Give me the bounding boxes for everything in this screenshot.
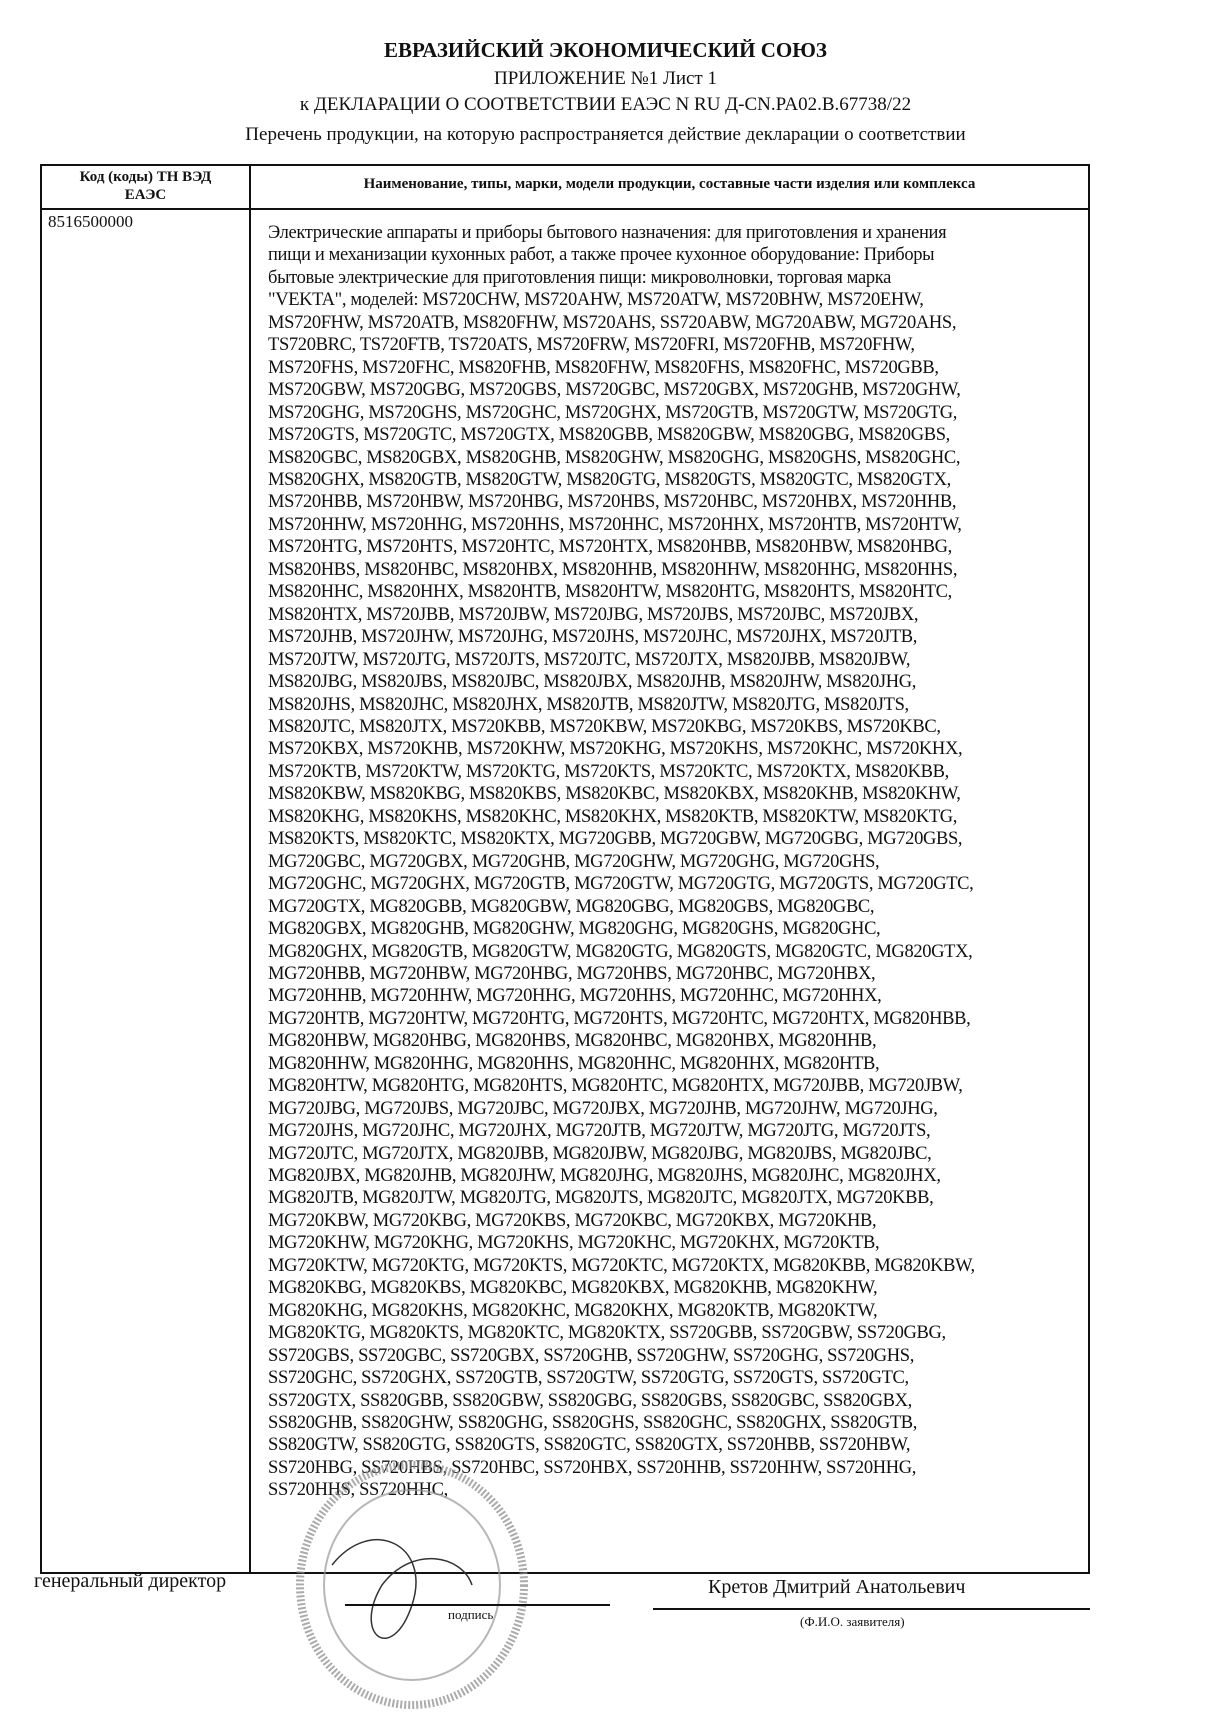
tn-ved-code: 8516500000 xyxy=(48,212,133,231)
col-code-header xyxy=(42,168,249,204)
signature-mark xyxy=(332,1540,472,1639)
description-line: SS720GTX, SS820GBB, SS820GBW, SS820GBG, SS820GBS, SS820GBC, SS820GBX, xyxy=(268,1390,912,1411)
declaration-number: к ДЕКЛАРАЦИИ О СООТВЕТСТВИИ ЕАЭС N RU Д-CN.PA02.B.67738/22 xyxy=(299,94,912,115)
name-line xyxy=(653,1608,1090,1610)
description-line: MG720GTX, MG820GBB, MG820GBW, MG820GBG, MG820GBS, MG820GBC, xyxy=(268,896,875,917)
description-line: MS720HBB, MS720HBW, MS720HBG, MS720HBS, MS720HBC, MS720HBX, MS720HHB, xyxy=(268,492,957,513)
description-line: MG820GBX, MG820GHB, MG820GHW, MG820GHG, MG820GHS, MG820GHC, xyxy=(268,919,881,940)
description-line: MG720GBC, MG720GBX, MG720GHB, MG720GHW, MG720GHG, MG720GHS, xyxy=(268,851,880,872)
description-line: Электрические аппараты и приборы бытового назначения: для приготовления и хранения xyxy=(268,223,947,243)
description-line: MS720JTW, MS720JTG, MS720JTS, MS720JTC, MS720JTX, MS820JBB, MS820JBW, xyxy=(268,649,911,670)
product-description xyxy=(268,222,975,1502)
description-line: MG720JTC, MG720JTX, MG820JBB, MG820JBW, MG820JBG, MG820JBS, MG820JBC, xyxy=(268,1143,932,1164)
description-line: MG820HTW, MG820HTG, MG820HTS, MG820HTC, MG820HTX, MG720JBB, MG720JBW, xyxy=(268,1076,963,1097)
description-line: MG820KHG, MG820KHS, MG820KHC, MG820KHX, MG820KTB, MG820KTW, xyxy=(268,1300,878,1321)
description-line: MS820HHC, MS820HHX, MS820HTB, MS820HTW, MS820HTG, MS820HTS, MS820HTC, xyxy=(268,582,952,603)
description-line: MS820JHS, MS820JHC, MS820JHX, MS820JTB, MS820JTW, MS820JTG, MS820JTS, xyxy=(268,694,909,715)
description-line: "VEKTA", моделей: MS720CHW, MS720AHW, MS720ATW, MS720BHW, MS720EHW, xyxy=(268,290,924,311)
description-line: MS820JTC, MS820JTX, MS720KBB, MS720KBW, MS720KBG, MS720KBS, MS720KBC, xyxy=(268,716,941,737)
description-line: MS820KTS, MS820KTC, MS820KTX, MG720GBB, MG720GBW, MG720GBG, MG720GBS, xyxy=(268,829,963,850)
description-line: MG820HBW, MG820HBG, MG820HBS, MG820HBC, MG820HBX, MG820HHB, xyxy=(268,1031,877,1052)
col-name-header: Наименование, типы, марки, модели продукции, составные части изделия или комплекса xyxy=(363,176,976,192)
description-line: MS720HHW, MS720HHG, MS720HHS, MS720HHC, MS720HHX, MS720HTB, MS720HTW, xyxy=(268,514,962,535)
col-code-header-line2: ЕАЭС xyxy=(124,187,167,203)
description-line: MS720FHW, MS720ATB, MS820FHW, MS720AHS, SS720ABW, MG720ABW, MG720AHS, xyxy=(268,312,957,333)
company-stamp xyxy=(292,1455,532,1710)
description-line: MS720KBX, MS720KHB, MS720KHW, MS720KHG, MS720KHS, MS720KHC, MS720KHX, xyxy=(268,739,963,760)
description-line: MG720KHW, MG720KHG, MG720KHS, MG720KHC, MG720KHX, MG720KTB, xyxy=(268,1233,880,1254)
description-line: MG720HHB, MG720HHW, MG720HHG, MG720HHS, MG720HHC, MG720HHX, xyxy=(268,986,882,1007)
description-line: MG720JHS, MG720JHC, MG720JHX, MG720JTB, MG720JTW, MG720JTG, MG720JTS, xyxy=(268,1121,931,1142)
col-code-header-line1: Код (коды) ТН ВЭД xyxy=(79,169,212,185)
description-line: MS720GTS, MS720GTC, MS720GTX, MS820GBB, MS820GBW, MS820GBG, MS820GBS, xyxy=(268,425,950,446)
union-title: ЕВРАЗИЙСКИЙ ЭКОНОМИЧЕСКИЙ СОЮЗ xyxy=(384,38,827,62)
description-line: MG820KTG, MG820KTS, MG820KTC, MG820KTX, SS720GBB, SS720GBW, SS720GBG, xyxy=(268,1323,946,1344)
signatory-name: Кретов Дмитрий Анатольевич xyxy=(708,1576,966,1598)
description-line: MS820HTX, MS720JBB, MS720JBW, MS720JBG, MS720JBS, MS720JBC, MS720JBX, xyxy=(268,604,919,625)
appendix-title: ПРИЛОЖЕНИЕ №1 Лист 1 xyxy=(494,68,717,89)
name-label: (Ф.И.О. заявителя) xyxy=(800,1614,905,1629)
description-line: MG820JTB, MG820JTW, MG820JTG, MG820JTS, MG820JTC, MG820JTX, MG720KBB, xyxy=(268,1188,934,1209)
signature-label: подпись xyxy=(448,1607,494,1622)
description-line: MS820GBC, MS820GBX, MS820GHB, MS820GHW, MS820GHG, MS820GHS, MS820GHC, xyxy=(268,447,961,468)
description-line: MG720GHC, MG720GHX, MG720GTB, MG720GTW, MG720GTG, MG720GTS, MG720GTC, xyxy=(268,874,974,895)
description-line: MS720HTG, MS720HTS, MS720HTC, MS720HTX, MS820HBB, MS820HBW, MS820HBG, xyxy=(268,537,952,558)
description-line: MG820HHW, MG820HHG, MG820HHS, MG820HHC, MG820HHX, MG820HTB, xyxy=(268,1053,880,1074)
description-line: MS720FHS, MS720FHC, MS820FHB, MS820FHW, MS820FHS, MS820FHC, MS720GBB, xyxy=(268,357,939,378)
table-header xyxy=(42,166,1088,210)
description-line: SS820GTW, SS820GTG, SS820GTS, SS820GTC, SS820GTX, SS720HBB, SS720HBW, xyxy=(268,1435,911,1456)
document-subtitle: Перечень продукции, на которую распространяется действие декларации о соответствии xyxy=(245,124,966,145)
description-line: MG820GHX, MG820GTB, MG820GTW, MG820GTG, MG820GTS, MG820GTC, MG820GTX, xyxy=(268,941,973,962)
description-line: TS720BRC, TS720FTB, TS720ATS, MS720FRW, MS720FRI, MS720FHB, MS720FHW, xyxy=(268,335,915,356)
description-line: MS720GHG, MS720GHS, MS720GHC, MS720GHX, MS720GTB, MS720GTW, MS720GTG, xyxy=(268,402,958,423)
description-line: MS820KHG, MS820KHS, MS820KHC, MS820KHX, MS820KTB, MS820KTW, MS820KTG, xyxy=(268,806,958,827)
description-line: SS820GHB, SS820GHW, SS820GHG, SS820GHS, SS820GHC, SS820GHX, SS820GTB, xyxy=(268,1413,918,1434)
description-line: MS720KTB, MS720KTW, MS720KTG, MS720KTS, MS720KTC, MS720KTX, MS820KBB, xyxy=(268,761,949,782)
description-line: SS720GBS, SS720GBC, SS720GBX, SS720GHB, SS720GHW, SS720GHG, SS720GHS, xyxy=(268,1345,914,1366)
description-line: MG820JBX, MG820JHB, MG820JHW, MG820JHG, MG820JHS, MG820JHC, MG820JHX, xyxy=(268,1166,941,1187)
description-line: MG720JBG, MG720JBS, MG720JBC, MG720JBX, MG720JHB, MG720JHW, MG720JHG, xyxy=(268,1098,938,1119)
description-line: MG720HTB, MG720HTW, MG720HTG, MG720HTS, MG720HTC, MG720HTX, MG820HBB, xyxy=(268,1008,971,1029)
description-line: MG820KBG, MG820KBS, MG820KBC, MG820KBX, MG820KHB, MG820KHW, xyxy=(268,1278,878,1299)
description-line: MG720KBW, MG720KBG, MG720KBS, MG720KBC, MG720KBX, MG720KHB, xyxy=(268,1210,877,1231)
column-divider xyxy=(249,166,251,1572)
description-line: SS720GHC, SS720GHX, SS720GTB, SS720GTW, SS720GTG, SS720GTS, SS720GTC, xyxy=(268,1368,909,1389)
signatory-role: генеральный директор xyxy=(34,1570,227,1592)
description-line: SS720HBG, SS720HBS, SS720HBC, SS720HBX, SS720HHB, SS720HHW, SS720HHG, xyxy=(268,1457,917,1478)
description-line: MS820JBG, MS820JBS, MS820JBC, MS820JBX, MS820JHB, MS820JHW, MS820JHG, xyxy=(268,672,917,693)
description-line: MG720KTW, MG720KTG, MG720KTS, MG720KTC, MG720KTX, MG820KBB, MG820KBW, xyxy=(268,1255,975,1276)
signature-line xyxy=(345,1604,610,1606)
description-line: MG720HBB, MG720HBW, MG720HBG, MG720HBS, MG720HBC, MG720HBX, xyxy=(268,963,876,984)
description-line: бытовые электрические для приготовления пищи: микроволновки, торговая марка xyxy=(268,267,891,288)
description-line: SS720HHS, SS720HHC, xyxy=(268,1480,448,1501)
description-line: MS820HBS, MS820HBC, MS820HBX, MS820HHB, MS820HHW, MS820HHG, MS820HHS, xyxy=(268,559,958,580)
description-line: пищи и механизации кухонных работ, а также прочее кухонное оборудование: Приборы xyxy=(268,245,935,266)
description-line: MS720GBW, MS720GBG, MS720GBS, MS720GBC, MS720GBX, MS720GHB, MS720GHW, xyxy=(268,380,961,401)
description-line: MS820KBW, MS820KBG, MS820KBS, MS820KBC, MS820KBX, MS820KHB, MS820KHW, xyxy=(268,784,961,805)
product-table xyxy=(40,164,1090,1574)
description-line: MS820GHX, MS820GTB, MS820GTW, MS820GTG, MS820GTS, MS820GTC, MS820GTX, xyxy=(268,469,951,490)
description-line: MS720JHB, MS720JHW, MS720JHG, MS720JHS, MS720JHC, MS720JHX, MS720JTB, xyxy=(268,627,918,648)
